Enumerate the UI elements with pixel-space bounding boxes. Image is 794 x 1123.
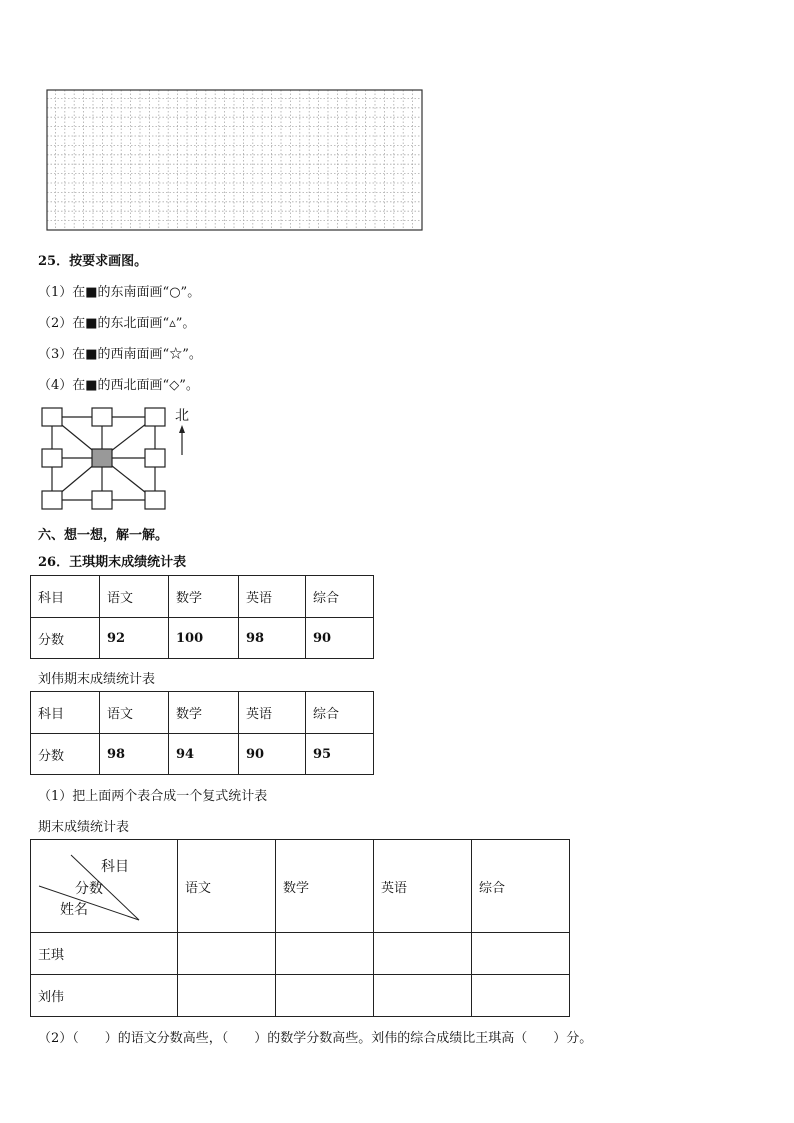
box-northeast — [145, 408, 165, 426]
table-header-cell: 数学 — [169, 692, 239, 734]
table-cell: 92 — [100, 618, 169, 659]
row-name-cell: 刘伟 — [31, 975, 178, 1017]
table-header-cell: 数学 — [276, 840, 374, 933]
section6-title: 六、想一想，解一解。 — [38, 528, 169, 543]
row-name-cell: 王琪 — [31, 933, 178, 975]
table-header-cell: 综合 — [472, 840, 570, 933]
direction-diagram — [38, 405, 198, 513]
liuwei-score-table — [30, 691, 374, 775]
table-header-cell: 综合 — [306, 576, 374, 618]
table-cell: 分数 — [31, 618, 100, 659]
grid-paper[interactable] — [46, 89, 424, 232]
diag-label-score: 分数 — [75, 881, 103, 897]
table-cell: 98 — [100, 734, 169, 775]
table-header-cell: 英语 — [374, 840, 472, 933]
diag-label-name: 姓名 — [60, 902, 88, 918]
table-row — [31, 933, 570, 975]
diag-label-subject: 科目 — [101, 859, 129, 875]
table-header-cell: 科目 — [31, 576, 100, 618]
table-header-cell: 科目 — [31, 692, 100, 734]
q25-item-2: （2）在■的东北面画“▵”。 — [38, 316, 196, 331]
box-east — [145, 449, 165, 467]
answer-cell[interactable] — [178, 975, 276, 1017]
table-cell: 分数 — [31, 734, 100, 775]
answer-cell[interactable] — [472, 975, 570, 1017]
q25-title: 25．按要求画图。 — [38, 254, 148, 269]
table-header-cell: 综合 — [306, 692, 374, 734]
wangqi-score-table — [30, 575, 374, 659]
table-cell: 94 — [169, 734, 239, 775]
q25-item-3: （3）在■的西南面画“☆”。 — [38, 347, 202, 362]
q26-part2: （2）（ ）的语文分数高些，（ ）的数学分数高些。刘伟的综合成绩比王琪高（ ）分。 — [38, 1031, 593, 1046]
box-southeast — [145, 491, 165, 509]
box-south — [92, 491, 112, 509]
answer-cell[interactable] — [374, 975, 472, 1017]
center-square — [92, 449, 112, 467]
table-cell: 95 — [306, 734, 374, 775]
q26-part1: （1）把上面两个表合成一个复式统计表 — [38, 789, 268, 804]
combined-score-table — [30, 839, 570, 1017]
diagonal-lines — [31, 840, 184, 933]
table-header-cell: 英语 — [239, 692, 306, 734]
box-southwest — [42, 491, 62, 509]
table-cell: 90 — [306, 618, 374, 659]
table-header-cell: 语文 — [178, 840, 276, 933]
q26-title: 26．王琪期末成绩统计表 — [38, 555, 187, 570]
table-row — [31, 975, 570, 1017]
table-cell: 98 — [239, 618, 306, 659]
answer-cell[interactable] — [276, 933, 374, 975]
diagonal-header-cell — [31, 840, 178, 933]
combo-table-title: 期末成绩统计表 — [38, 820, 130, 835]
table2-title: 刘伟期末成绩统计表 — [38, 672, 156, 687]
answer-cell[interactable] — [178, 933, 276, 975]
table-header-cell: 英语 — [239, 576, 306, 618]
q25-item-1: （1）在■的东南面画“○”。 — [38, 285, 201, 300]
box-north — [92, 408, 112, 426]
answer-cell[interactable] — [472, 933, 570, 975]
q25-item-4: （4）在■的西北面画“◇”。 — [38, 378, 199, 393]
answer-cell[interactable] — [276, 975, 374, 1017]
north-label: 北 — [175, 408, 189, 424]
table-cell: 90 — [239, 734, 306, 775]
table-header-cell: 语文 — [100, 692, 169, 734]
answer-cell[interactable] — [374, 933, 472, 975]
box-northwest — [42, 408, 62, 426]
table-header-cell: 数学 — [169, 576, 239, 618]
table-cell: 100 — [169, 618, 239, 659]
table-header-cell: 语文 — [100, 576, 169, 618]
box-west — [42, 449, 62, 467]
